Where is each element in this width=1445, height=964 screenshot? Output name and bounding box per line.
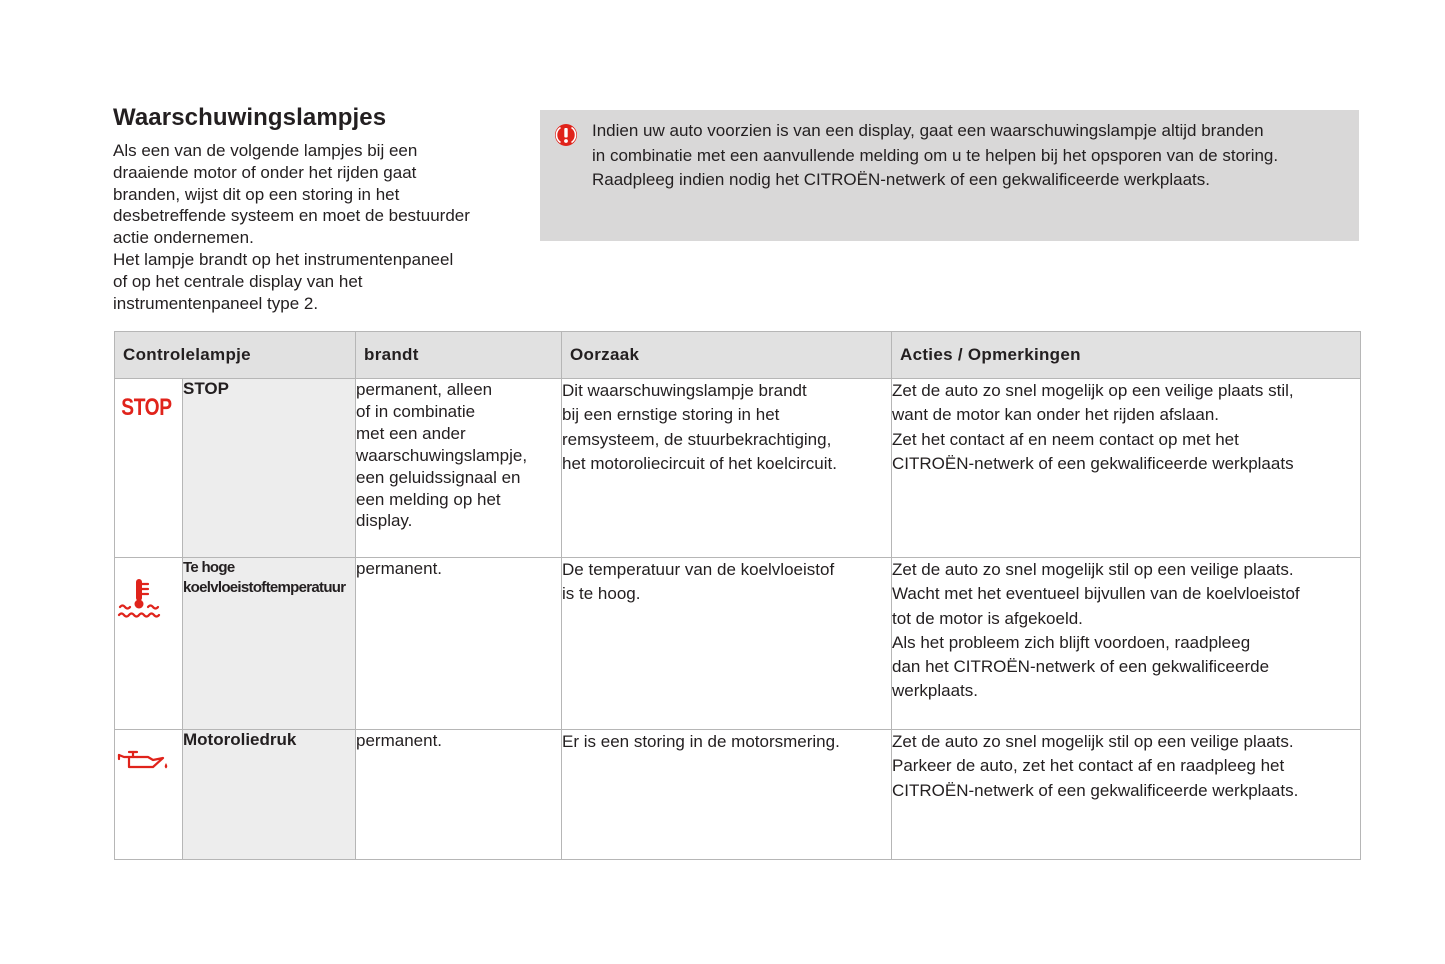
coolant-temperature-icon xyxy=(115,576,163,624)
intro-line: of op het centrale display van het xyxy=(113,271,363,291)
page-title: Waarschuwingslampjes xyxy=(113,104,387,131)
cause-cell xyxy=(562,558,892,730)
actions-line: Parkeer de auto, zet het contact af en raadpleeg het xyxy=(892,756,1285,776)
table-row xyxy=(115,379,1361,558)
header-cause: Oorzaak xyxy=(562,332,892,379)
intro-paragraph-2 xyxy=(113,249,523,314)
burns-cell xyxy=(356,558,562,730)
burns-line: display. xyxy=(356,511,413,531)
notice-box xyxy=(540,110,1359,241)
cause-line: Dit waarschuwingslampje brandt xyxy=(562,381,807,400)
table-header-row xyxy=(115,332,1361,379)
lamp-icon-cell xyxy=(115,558,183,730)
actions-line: want de motor kan onder het rijden afslaan. xyxy=(892,405,1219,425)
burns-line: permanent. xyxy=(356,559,443,578)
cause-line: Er is een storing in de motorsmering. xyxy=(562,732,840,751)
actions-line: CITROËN-netwerk of een gekwalificeerde werkplaats xyxy=(892,453,1294,473)
intro-line: instrumentenpaneel type 2. xyxy=(113,293,319,313)
actions-line: Zet de auto zo snel mogelijk stil op een veilige plaats. xyxy=(892,732,1294,751)
cause-line: is te hoog. xyxy=(562,584,641,604)
actions-line: Wacht met het eventueel bijvullen van de koelvloeistof xyxy=(892,584,1300,604)
cause-line: bij een ernstige storing in het xyxy=(562,405,780,425)
actions-cell xyxy=(892,730,1361,860)
intro-line: Als een van de volgende lampjes bij een xyxy=(113,141,418,160)
table-row xyxy=(115,558,1361,730)
burns-line: waarschuwingslampje, xyxy=(356,445,528,465)
notice-line: Raadpleeg indien nodig het CITROËN-netwerk of een gekwalificeerde werkplaats. xyxy=(592,170,1211,189)
header-actions: Acties / Opmerkingen xyxy=(892,332,1361,379)
lamp-name-line: STOP xyxy=(183,379,229,398)
burns-line: permanent. xyxy=(356,731,443,750)
intro-paragraph-1 xyxy=(113,140,523,249)
lamp-name xyxy=(183,730,356,860)
lamp-name xyxy=(183,558,356,730)
cause-cell xyxy=(562,379,892,558)
actions-line: Zet de auto zo snel mogelijk stil op een veilige plaats. xyxy=(892,560,1294,579)
header-burns: brandt xyxy=(356,332,562,379)
actions-line: werkplaats. xyxy=(892,681,978,701)
burns-line: een geluidssignaal en xyxy=(356,467,521,487)
actions-line: Zet het contact af en neem contact op met het xyxy=(892,429,1239,449)
burns-line: permanent, alleen xyxy=(356,380,493,399)
intro-line: draaiende motor of onder het rijden gaat xyxy=(113,162,417,182)
actions-cell xyxy=(892,379,1361,558)
stop-warning-icon: STOP xyxy=(121,394,172,421)
actions-line: CITROËN-netwerk of een gekwalificeerde werkplaats. xyxy=(892,780,1299,800)
lamp-icon-cell xyxy=(115,730,183,860)
intro-line: actie ondernemen. xyxy=(113,228,254,248)
burns-line: een melding op het xyxy=(356,489,501,509)
actions-line: Als het probleem zich blijft voordoen, raadpleeg xyxy=(892,632,1251,652)
intro-line: Het lampje brandt op het instrumentenpaneel xyxy=(113,249,454,269)
cause-line: het motoroliecircuit of het koelcircuit. xyxy=(562,453,837,473)
table-row xyxy=(115,730,1361,860)
lamp-name xyxy=(183,379,356,558)
actions-cell xyxy=(892,558,1361,730)
notice-line: in combinatie met een aanvullende melding om u te helpen bij het opsporen van de storing. xyxy=(592,145,1279,165)
intro-line: branden, wijst dit op een storing in het xyxy=(113,184,400,204)
actions-line: tot de motor is afgekoeld. xyxy=(892,608,1083,628)
lamp-name-line: koelvloeistoftemperatuur xyxy=(183,579,346,596)
burns-cell xyxy=(356,379,562,558)
lamp-name-line: Motoroliedruk xyxy=(183,730,297,749)
actions-line: dan het CITROËN-netwerk of een gekwalificeerde xyxy=(892,657,1270,677)
intro-text xyxy=(113,140,523,314)
oil-pressure-icon xyxy=(115,746,171,776)
lamp-name-line: Te hoge xyxy=(183,559,235,576)
burns-cell xyxy=(356,730,562,860)
intro-line: desbetreffende systeem en moet de bestuurder xyxy=(113,206,470,226)
actions-line: Zet de auto zo snel mogelijk op een veilige plaats stil, xyxy=(892,381,1294,400)
notice-text xyxy=(592,119,1352,193)
warning-exclamation-icon xyxy=(554,123,578,147)
cause-cell xyxy=(562,730,892,860)
cause-line: De temperatuur van de koelvloeistof xyxy=(562,560,835,579)
cause-line: remsysteem, de stuurbekrachtiging, xyxy=(562,429,832,449)
warning-lamps-table xyxy=(114,331,1361,860)
burns-line: met een ander xyxy=(356,423,466,443)
lamp-icon-cell xyxy=(115,379,183,558)
burns-line: of in combinatie xyxy=(356,401,476,421)
notice-line: Indien uw auto voorzien is van een display, gaat een waarschuwingslampje altijd branden xyxy=(592,121,1264,140)
header-lamp: Controlelampje xyxy=(115,332,356,379)
